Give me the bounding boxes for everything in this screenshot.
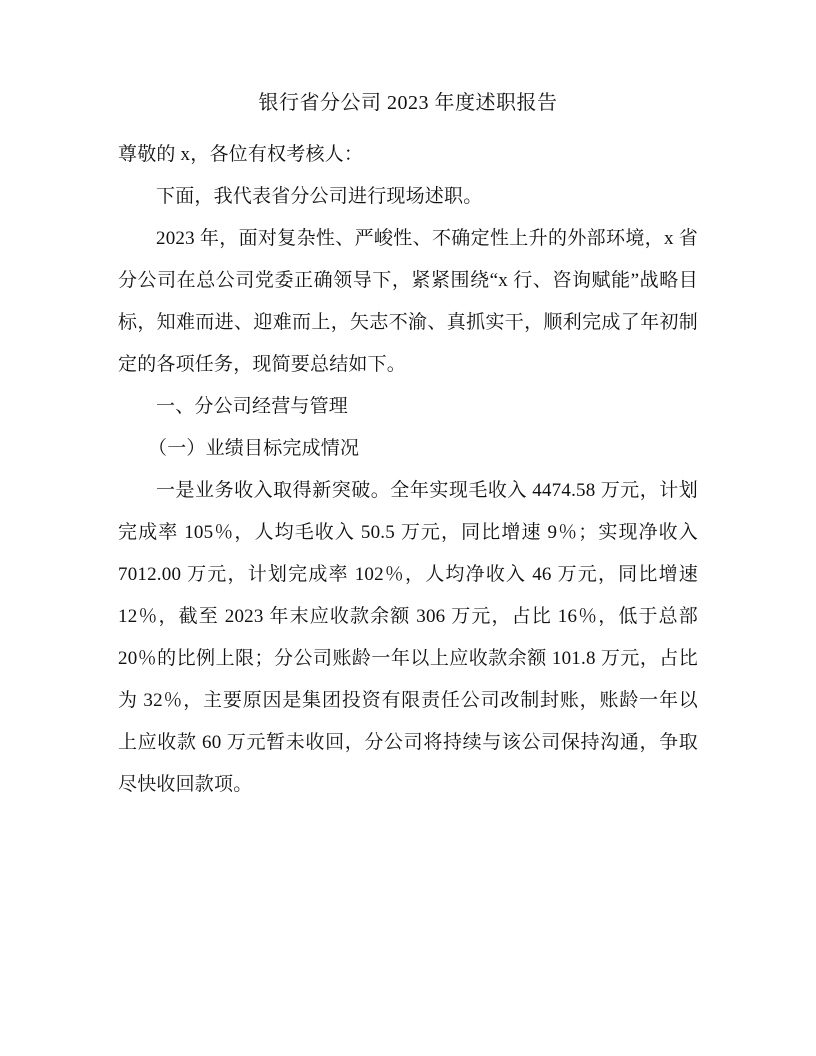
paragraph-opening: 下面，我代表省分公司进行现场述职。 [156,186,483,207]
heading-section-one: 一、分公司经营与管理 [156,396,349,417]
page-title: 银行省分公司 2023 年度述职报告 [258,92,558,114]
paragraph-performance-body: 一是业务收入取得新突破。全年实现毛收入 4474.58 万元，计划完成率 105％，人均毛收入 50.5 万元，同比增速 9％；实现净收入 7012.00 万元，计划完成率 102％，人均净收入 46 万元，同比增速 12％，截至 2023 年末应收款余额 306 万元，占比 16％，低于总部 20％的比例上限；分公司账龄一年以上应收款余额 101.8 万元，占比为 32％，主要原因是集团投资有限责任公司改制封账，账龄一年以上应收款 60 万元暂未收回，分公司将持续与该公司保持沟通，争取尽快收回款项。 [118,480,698,795]
heading-subsection-one: （一）业绩目标完成情况 [148,438,360,459]
paragraph-salutation: 尊敬的 x，各位有权考核人： [118,144,364,165]
paragraph-overview: 2023 年，面对复杂性、严峻性、不确定性上升的外部环境，x 省分公司在总公司党委正确领导下，紧紧围绕“x 行、咨询赋能”战略目标，知难而进、迎难而上，矢志不渝、真抓实干，顺利完成了年初制定的各项任务，现简要总结如下。 [118,228,698,375]
